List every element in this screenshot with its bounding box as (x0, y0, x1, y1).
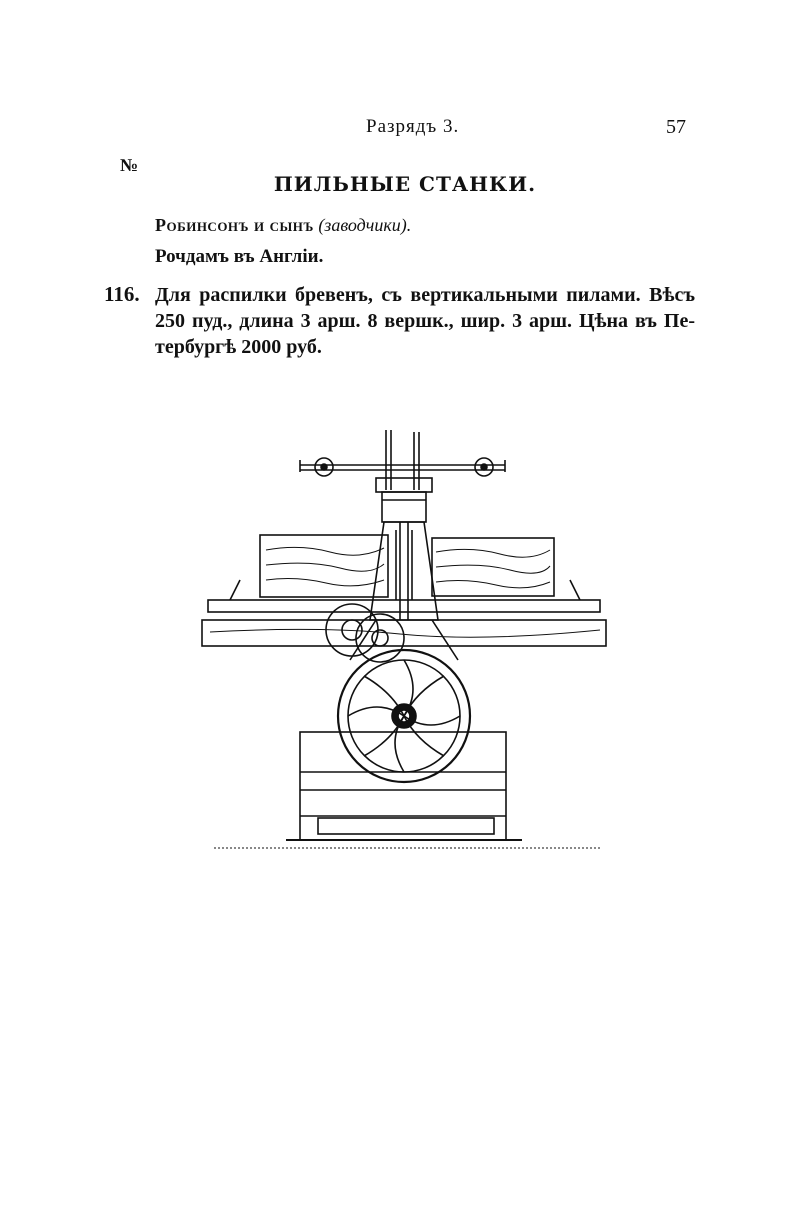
left-log (260, 535, 388, 597)
manufacturer-location: Рочдамъ въ Англіи. (155, 246, 324, 267)
base-block (300, 732, 506, 840)
page-number: 57 (666, 116, 686, 138)
manufacturer (155, 215, 411, 236)
entry-line: Для распилки бревенъ, съ вертикальными пилами. Вѣсъ (155, 284, 695, 306)
manufacturer-role: (заводчики). (318, 215, 412, 235)
number-column-mark: № (120, 155, 139, 175)
carriage-rail (208, 600, 600, 612)
entry-line: тербургѣ 2000 руб. (155, 336, 322, 358)
manufacturer-name: Робинсонъ и сынъ (155, 215, 314, 235)
entry-line: 250 пуд., длина 3 арш. 8 вершк., шир. 3 арш. Цѣна въ Пе- (155, 310, 695, 332)
frame-head (376, 478, 432, 492)
entry-number: 116. (104, 282, 140, 306)
saw-frame (370, 522, 438, 620)
category-heading-text: ПИЛЬНЫЕ СТАНКИ. (273, 172, 537, 196)
running-head (0, 116, 810, 140)
category-heading (0, 172, 810, 196)
sawmill-illustration (200, 420, 620, 865)
section-title: Разрядъ 3. (366, 116, 460, 137)
entry-description (155, 282, 695, 360)
foundation (318, 818, 494, 834)
